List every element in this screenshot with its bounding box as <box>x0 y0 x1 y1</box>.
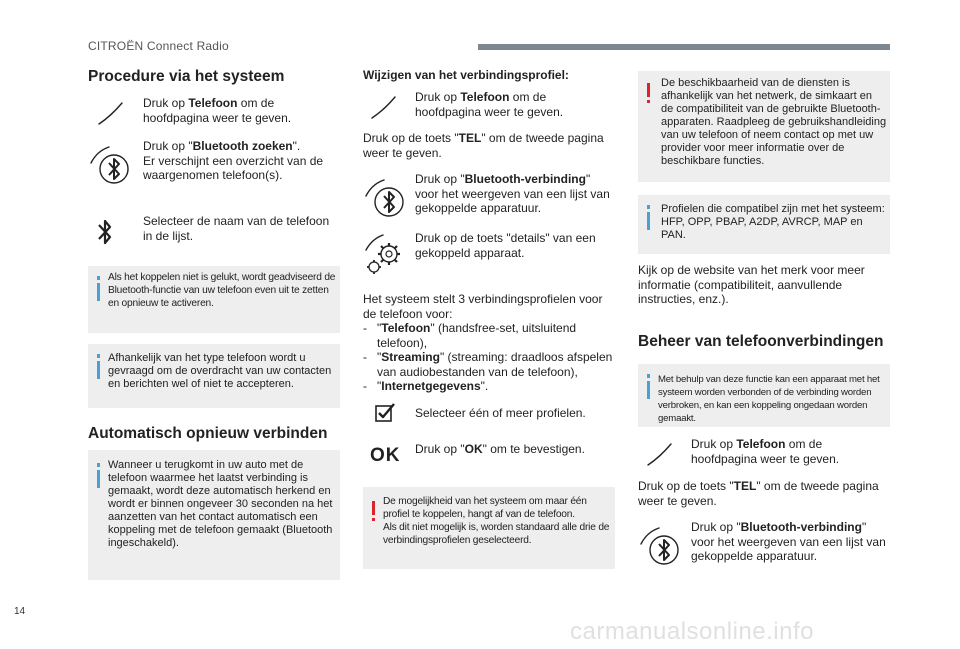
step-bluetooth-zoeken: Druk op "Bluetooth zoeken". Er verschijnt een overzicht van de waargenomen telefoon(s). <box>143 139 324 182</box>
list-item: - "Telefoon" (handsfree-set, uitsluitend telefoon), <box>363 321 577 350</box>
bluetooth-connection-icon <box>638 524 682 568</box>
ok-button-icon: OK <box>370 445 401 466</box>
info-note-automatisch: Wanneer u terugkomt in uw auto met de telefoon waarmee het laatst verbinding is gemaakt, wordt deze automatisch herkend en wordt er binnen ongeveer 30 seconden na het aanzetten van het contact automatisch een koppeling met de telefoon gemaakt (Bluetooth ingeschakeld). <box>88 450 340 580</box>
info-icon <box>97 283 100 301</box>
details-gears-icon <box>363 232 407 276</box>
section-title-procedure: Procedure via het systeem <box>88 68 285 85</box>
step-details: Druk op de toets "details" van een gekoppeld apparaat. <box>415 231 596 260</box>
step-select-phone: Selecteer de naam van de telefoon in de lijst. <box>143 214 330 243</box>
bluetooth-connection-icon <box>363 176 407 220</box>
bluetooth-search-icon <box>88 143 132 187</box>
list-item: - "Streaming" (streaming: draadloos afspelen van audiobestanden van de telefoon), <box>363 350 613 379</box>
step-bluetooth-verbinding: Druk op "Bluetooth-verbinding" voor het weergeven van een lijst van gekoppelde apparatuur. <box>691 520 886 563</box>
paragraph-profielen: Het systeem stelt 3 verbindingsprofielen voor de telefoon voor: <box>363 292 603 321</box>
touch-finger-icon <box>646 441 674 467</box>
section-title-auto: Automatisch opnieuw verbinden <box>88 425 328 442</box>
step-ok: Druk op "OK" om te bevestigen. <box>415 442 585 456</box>
paragraph-tel: Druk op de toets "TEL" om de tweede pagina weer te geven. <box>638 479 879 508</box>
paragraph-tel: Druk op de toets "TEL" om de tweede pagina weer te geven. <box>363 131 604 160</box>
step-telefoon: Druk op Telefoon om de hoofdpagina weer te geven. <box>143 96 292 125</box>
checkbox-icon <box>374 402 396 424</box>
info-icon <box>647 381 650 399</box>
step-telefoon: Druk op Telefoon om de hoofdpagina weer te geven. <box>415 90 564 119</box>
warning-icon <box>372 501 375 515</box>
paragraph-website: Kijk op de website van het merk voor meer informatie (compatibiliteit, aanvullende instructies, enz.). <box>638 263 865 306</box>
list-item: - "Internetgegevens". <box>363 379 489 393</box>
watermark: carmanualsonline.info <box>570 618 814 645</box>
step-select-profiles: Selecteer één of meer profielen. <box>415 406 586 420</box>
section-title-beheer: Beheer van telefoonverbindingen <box>638 333 884 350</box>
info-icon <box>97 361 100 379</box>
warning-note-profiel: De mogelijkheid van het systeem om maar één profiel te koppelen, hangt af van de telefoon. Als dit niet mogelijk is, worden standaard alle drie de verbindingsprofielen geselecteerd. <box>363 487 615 569</box>
step-telefoon: Druk op Telefoon om de hoofdpagina weer te geven. <box>691 437 840 466</box>
info-icon <box>97 470 100 488</box>
info-note-verbinding: Met behulp van deze functie kan een apparaat met het systeem worden verbonden of de verbinding worden verbroken, en kan een koppeling ongedaan worden gemaakt. <box>638 364 890 427</box>
step-bluetooth-verbinding: Druk op "Bluetooth-verbinding" voor het weergeven van een lijst van gekoppelde apparatuur. <box>415 172 610 215</box>
bluetooth-icon <box>97 217 113 247</box>
warning-note-diensten: De beschikbaarheid van de diensten is afhankelijk van het netwerk, de simkaart en de compatibiliteit van de gebruikte Bluetooth-apparaten. Raadpleeg de gebruikshandleiding van uw telefoon of neem contact op met uw provider voor meer informatie over de beschikbare functies. <box>638 71 890 182</box>
profile-list <box>363 321 615 394</box>
info-note-overdracht: Afhankelijk van het type telefoon wordt u gevraagd om de overdracht van uw contacten en berichten wel of niet te accepteren. <box>88 344 340 408</box>
info-icon <box>647 212 650 230</box>
info-note-koppelen: Als het koppelen niet is gelukt, wordt geadviseerd de Bluetooth-functie van uw telefoon even uit te zetten en opnieuw te activeren. <box>88 266 340 333</box>
page-number: 14 <box>14 606 26 617</box>
subheading-profiel: Wijzigen van het verbindingsprofiel: <box>363 68 569 82</box>
info-note-profielen: Profielen die compatibel zijn met het systeem: HFP, OPP, PBAP, A2DP, AVRCP, MAP en PAN. <box>638 195 890 254</box>
touch-finger-icon <box>370 94 398 120</box>
running-header: CITROËN Connect Radio <box>88 39 229 53</box>
touch-finger-icon <box>97 100 125 126</box>
warning-icon <box>647 83 650 97</box>
header-bar <box>478 44 890 50</box>
